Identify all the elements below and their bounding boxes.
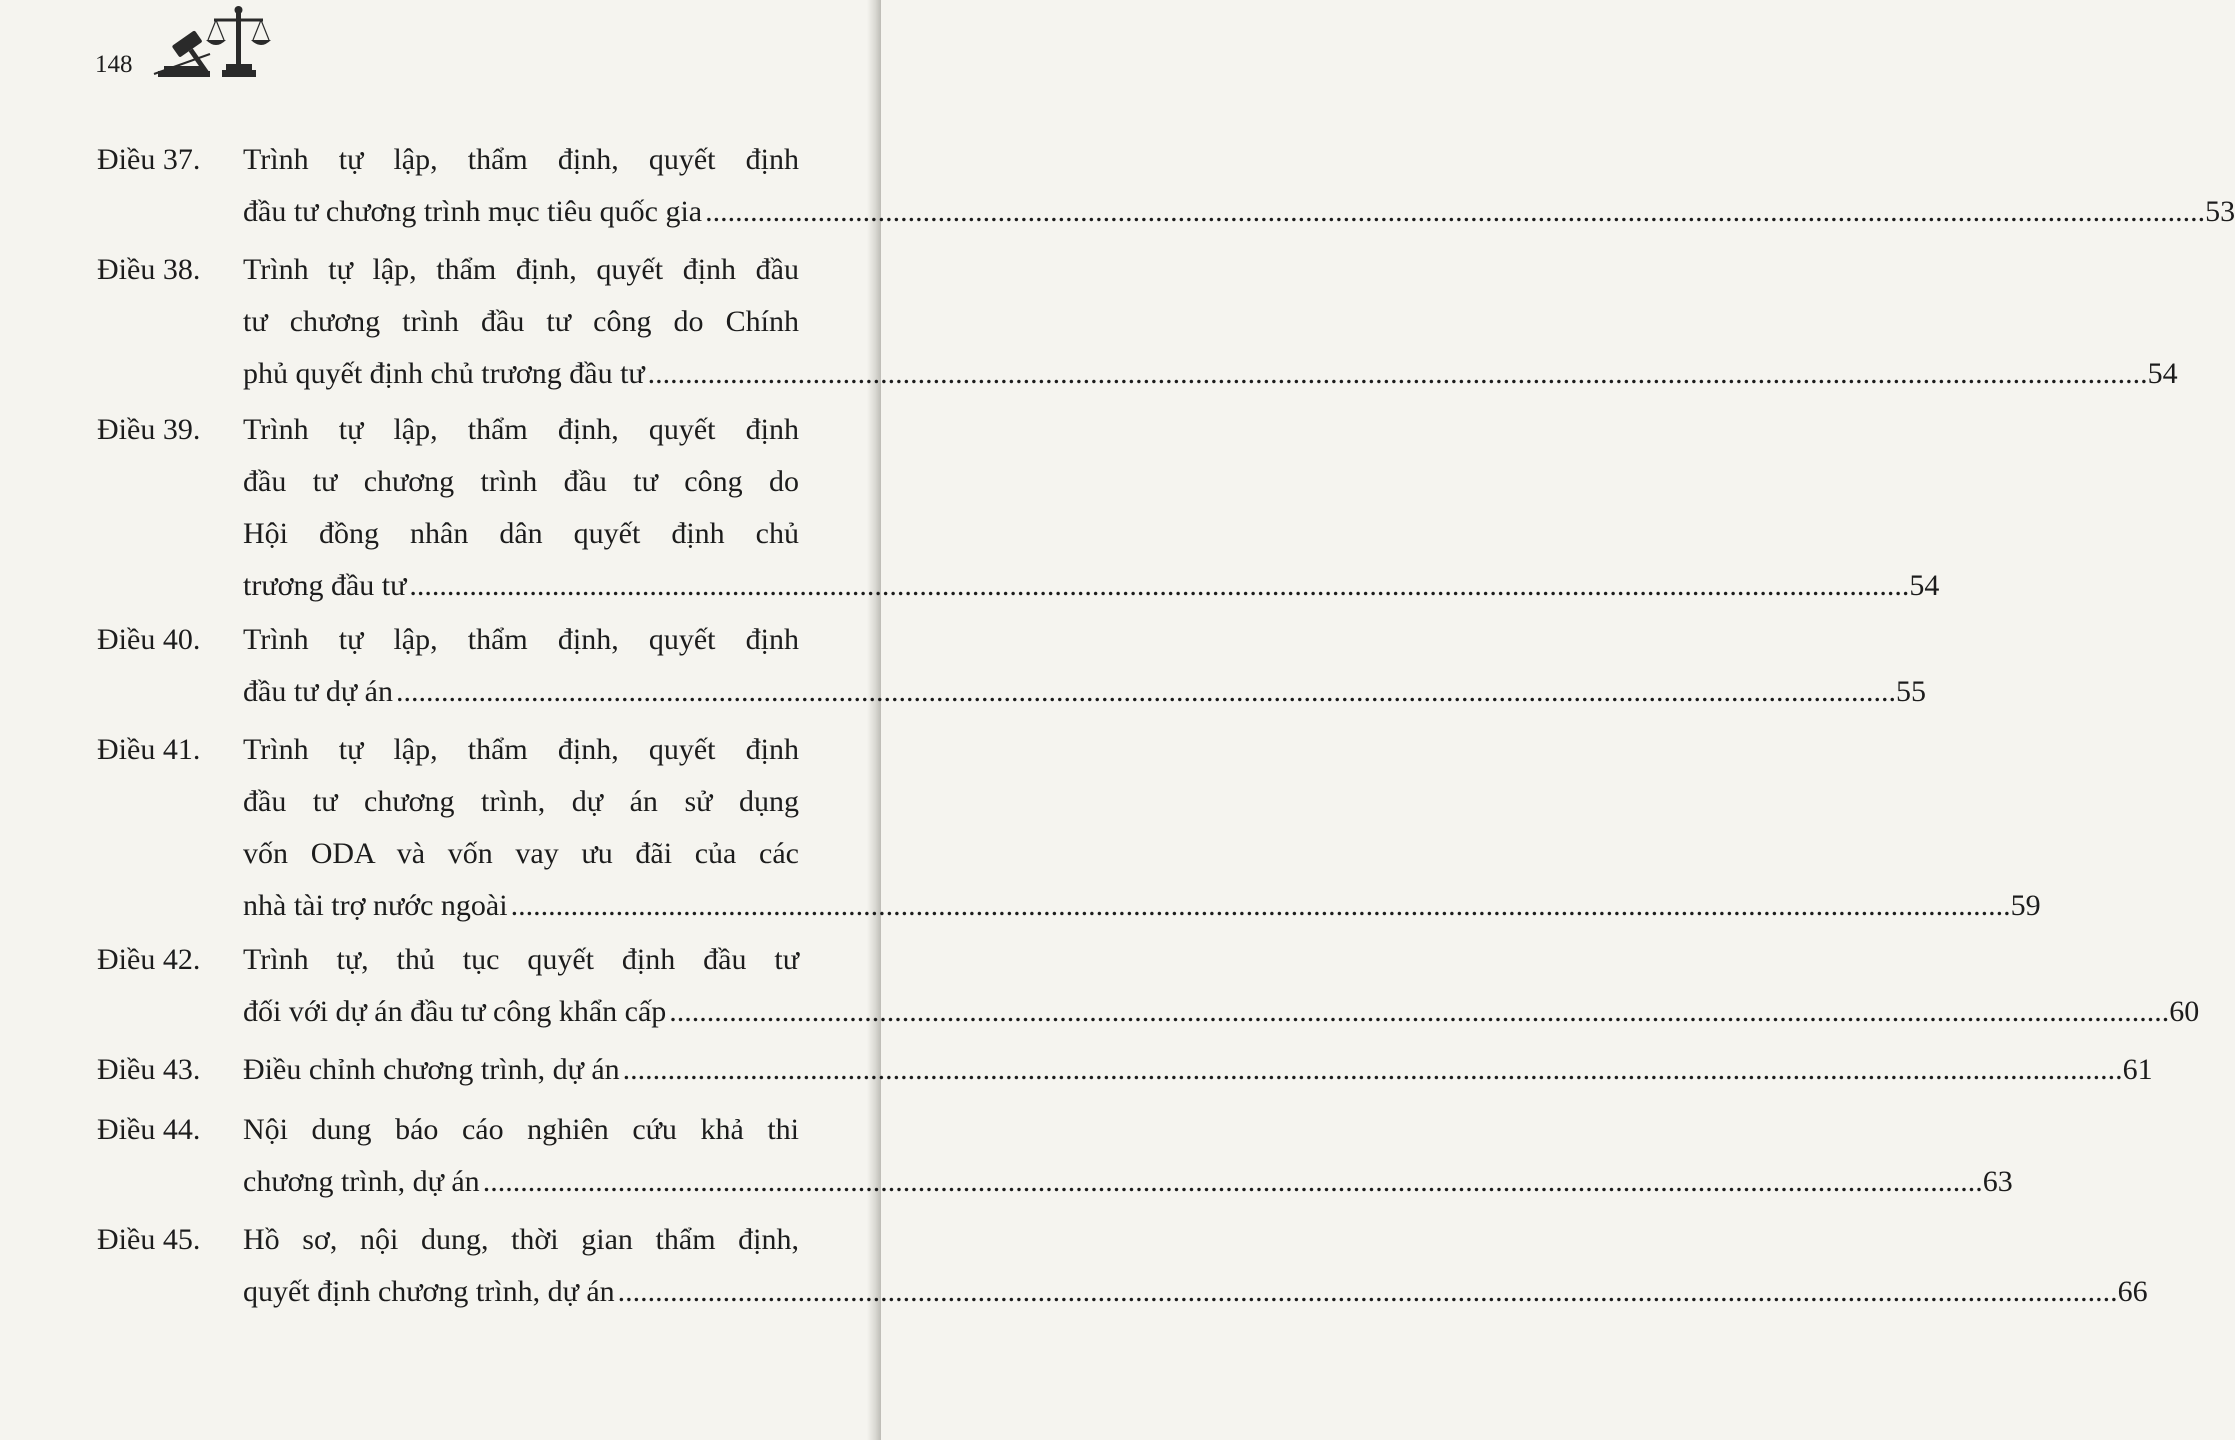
dot-leader: ........................................................................................................................................................................................................: [617, 1275, 2118, 1308]
toc-entry-title-last-line: [243, 186, 2235, 238]
dot-leader: ........................................................................................................................................................................................................: [396, 675, 1896, 708]
toc-entry-number: Điều 42.: [97, 943, 201, 976]
toc-entry-title-text: phủ quyết định chủ trương đầu tư: [243, 357, 645, 390]
dot-leader: ........................................................................................................................................................................................................: [669, 995, 2170, 1028]
toc-entry-number: Điều 43.: [97, 1053, 201, 1086]
toc-entry-title-text: quyết định chương trình, dự án: [243, 1275, 615, 1308]
toc-entry-title: [243, 134, 2235, 238]
dot-leader: ........................................................................................................................................................................................................: [482, 1165, 1983, 1198]
toc-entry-number: Điều 45.: [97, 1223, 201, 1256]
toc-entry-title-line: đầu tư chương trình đầu tư công do: [243, 465, 799, 498]
toc-entry-title-last-line: [243, 1156, 2013, 1208]
toc-entry-title-line: đầu tư chương trình, dự án sử dụng: [243, 785, 799, 818]
toc-entry-title: [243, 244, 2178, 400]
toc-entry-title: [243, 724, 2041, 932]
toc-entry-title: [243, 404, 1940, 612]
page-number: 148: [95, 51, 133, 78]
toc-entry-title-line: Trình tự lập, thẩm định, quyết định: [243, 413, 799, 446]
toc-entry-page-number: 61: [2122, 1053, 2153, 1086]
dot-leader: ........................................................................................................................................................................................................: [622, 1053, 2123, 1086]
toc-entry-title-line: vốn ODA và vốn vay ưu đãi của các: [243, 837, 799, 870]
toc-entry-title-text: đầu tư dự án: [243, 675, 393, 708]
toc-entry-title-line: Nội dung báo cáo nghiên cứu khả thi: [243, 1113, 799, 1146]
toc-entry-number: Điều 38.: [97, 253, 201, 286]
toc-entry-page-number: 54: [2147, 357, 2178, 390]
toc-entry-title: [243, 934, 2200, 1038]
toc-entry-title-text: Điều chỉnh chương trình, dự án: [243, 1053, 620, 1086]
toc-entry-title-last-line: [243, 348, 2178, 400]
toc-entry-title: [243, 1044, 2153, 1096]
toc-entry-title: [243, 1104, 2013, 1208]
toc-entry-title-line: Hội đồng nhân dân quyết định chủ: [243, 517, 799, 550]
toc-entry-title-line: Hồ sơ, nội dung, thời gian thẩm định,: [243, 1223, 799, 1256]
toc-entry-page-number: 55: [1896, 675, 1926, 708]
toc-entry-title-line: Trình tự lập, thẩm định, quyết định: [243, 623, 799, 656]
dot-leader: ........................................................................................................................................................................................................: [409, 569, 1910, 602]
toc-entry-title: [243, 614, 1926, 718]
scales-of-justice-and-gavel-icon: [150, 4, 282, 80]
toc-entry-title-last-line: [243, 1266, 2148, 1318]
toc-entry-title-line: Trình tự lập, thẩm định, quyết định đầu: [243, 253, 799, 286]
dot-leader: ........................................................................................................................................................................................................: [705, 195, 2206, 228]
toc-entry-title-line: Trình tự, thủ tục quyết định đầu tư: [243, 943, 799, 976]
toc-entry-page-number: 60: [2169, 995, 2200, 1028]
toc-entry-title-text: đầu tư chương trình mục tiêu quốc gia: [243, 195, 703, 228]
toc-entry-title: [243, 1214, 2148, 1318]
toc-entry-page-number: 54: [1909, 569, 1940, 602]
toc-entry-number: Điều 39.: [97, 413, 201, 446]
toc-entry-title-text: đối với dự án đầu tư công khẩn cấp: [243, 995, 667, 1028]
toc-entry-number: Điều 44.: [97, 1113, 201, 1146]
toc-entry-title-last-line: [243, 560, 1940, 612]
toc-entry-number: Điều 37.: [97, 143, 201, 176]
toc-entry-number: Điều 40.: [97, 623, 201, 656]
toc-entry-page-number: 66: [2117, 1275, 2148, 1308]
dot-leader: ........................................................................................................................................................................................................: [510, 889, 2011, 922]
toc-entry-title-last-line: [243, 880, 2041, 932]
toc-entry-title-line: tư chương trình đầu tư công do Chính: [243, 305, 799, 338]
toc-entry-title-last-line: [243, 1044, 2153, 1096]
toc-entry-page-number: 53: [2205, 195, 2235, 228]
toc-entry-title-last-line: [243, 986, 2200, 1038]
dot-leader: ........................................................................................................................................................................................................: [647, 357, 2148, 390]
toc-entry-title-line: Trình tự lập, thẩm định, quyết định: [243, 143, 799, 176]
toc-entry-title-last-line: [243, 666, 1926, 718]
toc-entry-title-text: trương đầu tư: [243, 569, 407, 602]
toc-entry-title-text: chương trình, dự án: [243, 1165, 480, 1198]
toc-entry-title-line: Trình tự lập, thẩm định, quyết định: [243, 733, 799, 766]
toc-entry-number: Điều 41.: [97, 733, 201, 766]
toc-entry-page-number: 63: [1982, 1165, 2013, 1198]
toc-entry-page-number: 59: [2010, 889, 2041, 922]
toc-entry-title-text: nhà tài trợ nước ngoài: [243, 889, 508, 922]
